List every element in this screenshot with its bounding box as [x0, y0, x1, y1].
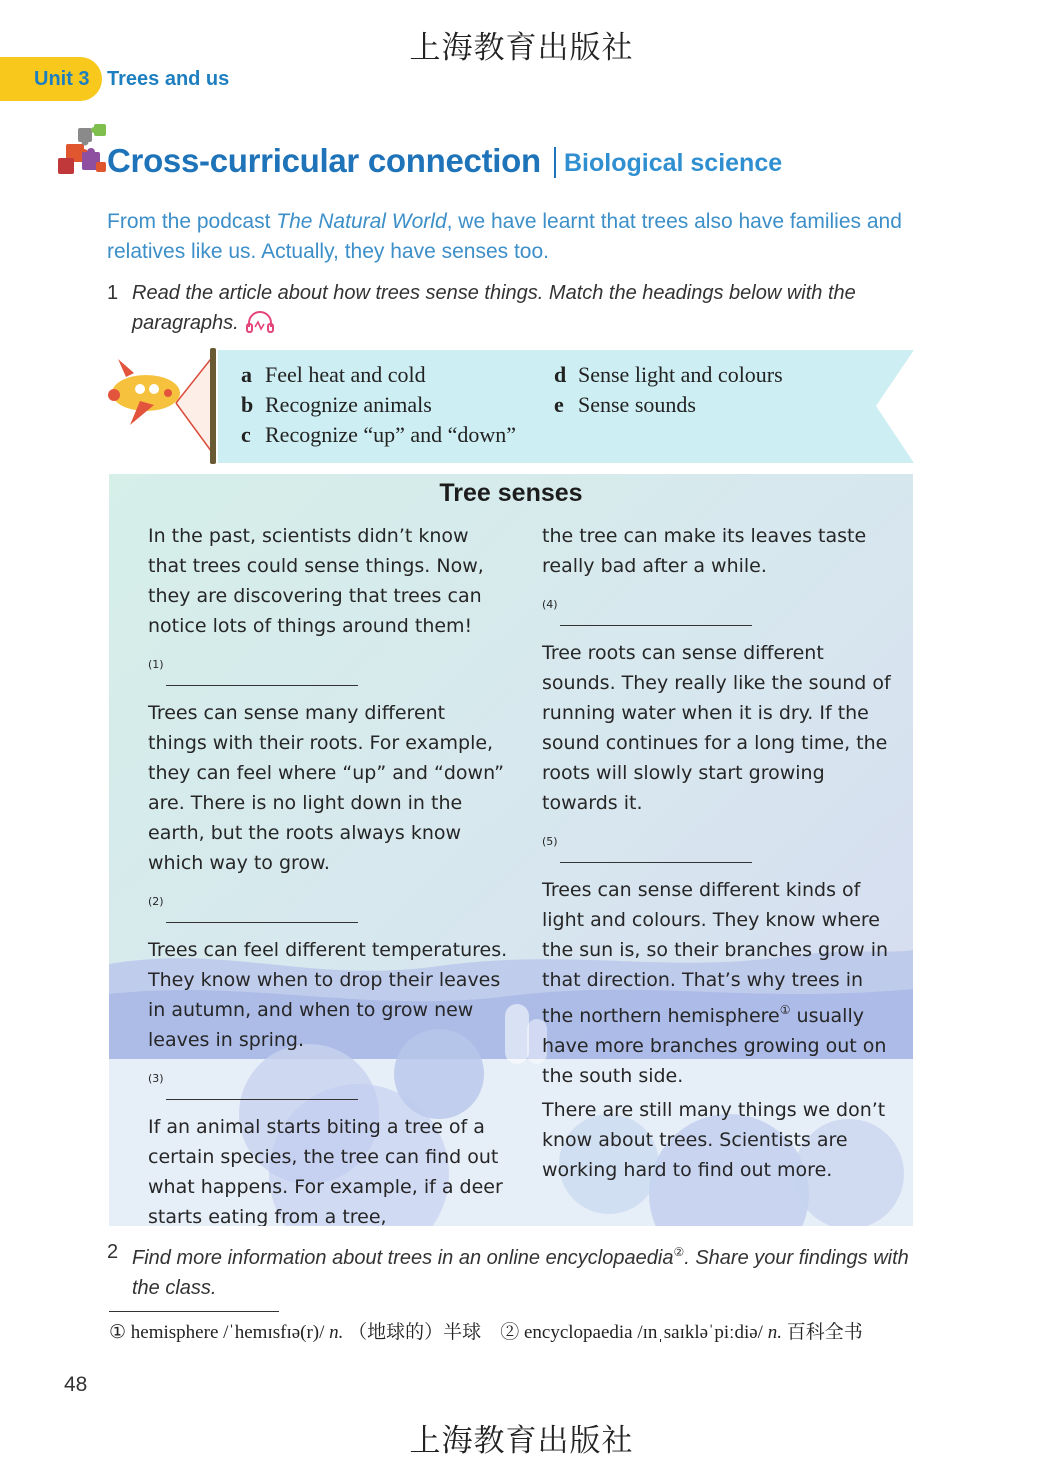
- answer-blank-1[interactable]: [148, 649, 508, 698]
- heading-option-c: [241, 422, 516, 448]
- heading-letter: c: [241, 422, 251, 447]
- paragraph-5: [542, 875, 892, 1091]
- task-1-number: 1: [107, 282, 119, 304]
- heading-letter: a: [241, 362, 252, 387]
- blank-number: (4): [542, 598, 558, 611]
- answer-blank-2[interactable]: [148, 886, 508, 935]
- footnote-part-of-speech: n.: [329, 1322, 344, 1343]
- heading-letter: b: [241, 392, 254, 417]
- footnote-mark-1[interactable]: ①: [779, 1003, 791, 1017]
- puzzle-icon: [56, 122, 110, 178]
- blank-line: [166, 685, 358, 686]
- article-right-column: [542, 521, 892, 1185]
- answer-blank-3[interactable]: [148, 1063, 508, 1112]
- blank-number: (2): [148, 895, 164, 908]
- footnotes: [109, 1318, 909, 1348]
- footnote-word: hemisphere: [130, 1322, 219, 1343]
- footnote-divider: [109, 1311, 279, 1312]
- paragraph-1: Trees can sense many different things with their roots. For example, they can feel where “up” and “down” are. There is no light down in the earth, but the roots always know which way to grow.: [148, 702, 504, 874]
- publisher-footer: 上海教育出版社: [409, 1423, 634, 1459]
- heading-option-e: [554, 392, 696, 418]
- intro-paragraph: [107, 207, 927, 267]
- heading-option-d: [554, 362, 783, 388]
- blank-number: (1): [148, 658, 164, 671]
- section-title: Cross-curricular connection: [107, 142, 541, 179]
- section-subject: Biological science: [564, 149, 783, 177]
- heading-text: Sense sounds: [578, 392, 696, 417]
- heading-option-a: [241, 362, 426, 388]
- task-2-text-start: Find more information about trees in an online encyclopaedia: [132, 1247, 674, 1269]
- blank-number: (5): [542, 835, 558, 848]
- banner-pole: [210, 348, 216, 464]
- heading-text: Recognize “up” and “down”: [265, 422, 517, 447]
- footnote-pronunciation: /ˈhemɪsfɪə(r)/: [223, 1322, 325, 1343]
- footnote-gloss: （地球的）半球: [348, 1322, 482, 1343]
- footnote-mark: ①: [109, 1322, 127, 1343]
- unit-title: Trees and us: [107, 68, 230, 90]
- heading-letter: e: [554, 392, 564, 417]
- unit-label: Unit 3: [34, 68, 90, 90]
- footnote-part-of-speech: n.: [767, 1322, 782, 1343]
- task-1: [107, 278, 917, 338]
- headphones-icon: [245, 311, 275, 333]
- blank-line: [560, 862, 752, 863]
- article-intro: In the past, scientists didn’t know that trees could sense things. Now, they are discovering that trees can notice lots of things around them!: [148, 525, 484, 637]
- plane-icon: [104, 355, 224, 455]
- footnote-word: encyclopaedia: [523, 1322, 633, 1343]
- heading-text: Recognize animals: [265, 392, 432, 417]
- closing-paragraph: There are still many things we don’t know about trees. Scientists are working hard to find out more.: [542, 1099, 886, 1181]
- article-left-column: [148, 521, 508, 1226]
- intro-text-start: From the podcast: [107, 210, 277, 233]
- paragraph-2: Trees can feel different temperatures. They know when to drop their leaves in autumn, and when to grow new leaves in spring.: [148, 939, 508, 1051]
- footnote-pronunciation: /ɪnˌsaɪkləˈpiːdiə/: [637, 1322, 763, 1343]
- publisher-header: 上海教育出版社: [409, 30, 634, 66]
- answer-blank-5[interactable]: [542, 826, 892, 875]
- article-title: Tree senses: [439, 479, 583, 507]
- answer-blank-4[interactable]: [542, 589, 892, 638]
- heading-text: Sense light and colours: [578, 362, 783, 387]
- blank-number: (3): [148, 1072, 164, 1085]
- paragraph-4: Tree roots can sense different sounds. They really like the sound of running water when it is dry. If the sound continues for a long time, the roots will slowly start growing towards it.: [542, 642, 891, 814]
- title-divider: [554, 147, 556, 178]
- footnote-1: [109, 1322, 481, 1343]
- task-2-text-end: . Share your findings with the class.: [132, 1247, 909, 1299]
- task-1-text: Read the article about how trees sense things. Match the headings below with the paragraphs.: [132, 282, 856, 334]
- footnote-mark: ②: [500, 1322, 520, 1343]
- footnote-mark-2[interactable]: ②: [673, 1245, 685, 1259]
- blank-line: [560, 625, 752, 626]
- page-number: 48: [64, 1373, 88, 1396]
- task-2: [107, 1237, 917, 1303]
- paragraph-5-end: usually have more branches growing out on the south side.: [542, 1005, 887, 1087]
- intro-text-end: , we have learnt that trees also have families and relatives like us. Actually, they have senses too.: [107, 210, 902, 263]
- blank-line: [166, 922, 358, 923]
- heading-option-b: [241, 392, 432, 418]
- heading-text: Feel heat and cold: [265, 362, 426, 387]
- heading-letter: d: [554, 362, 567, 387]
- paragraph-3-end: the tree can make its leaves taste really bad after a while.: [542, 525, 867, 577]
- blank-line: [166, 1099, 358, 1100]
- podcast-title: The Natural World: [276, 210, 447, 233]
- footnote-gloss: 百科全书: [786, 1322, 863, 1343]
- footnote-2: [500, 1322, 863, 1343]
- paragraph-3-start: If an animal starts biting a tree of a certain species, the tree can find out what happens. For example, if a deer starts eating from a tree,: [148, 1116, 503, 1226]
- article-box: [109, 474, 913, 1226]
- task-2-number: 2: [107, 1241, 119, 1263]
- paragraph-5-start: Trees can sense different kinds of light and colours. They know where the sun is, so their branches grow in that direction. That’s why trees in the northern hemisphere: [542, 879, 889, 1027]
